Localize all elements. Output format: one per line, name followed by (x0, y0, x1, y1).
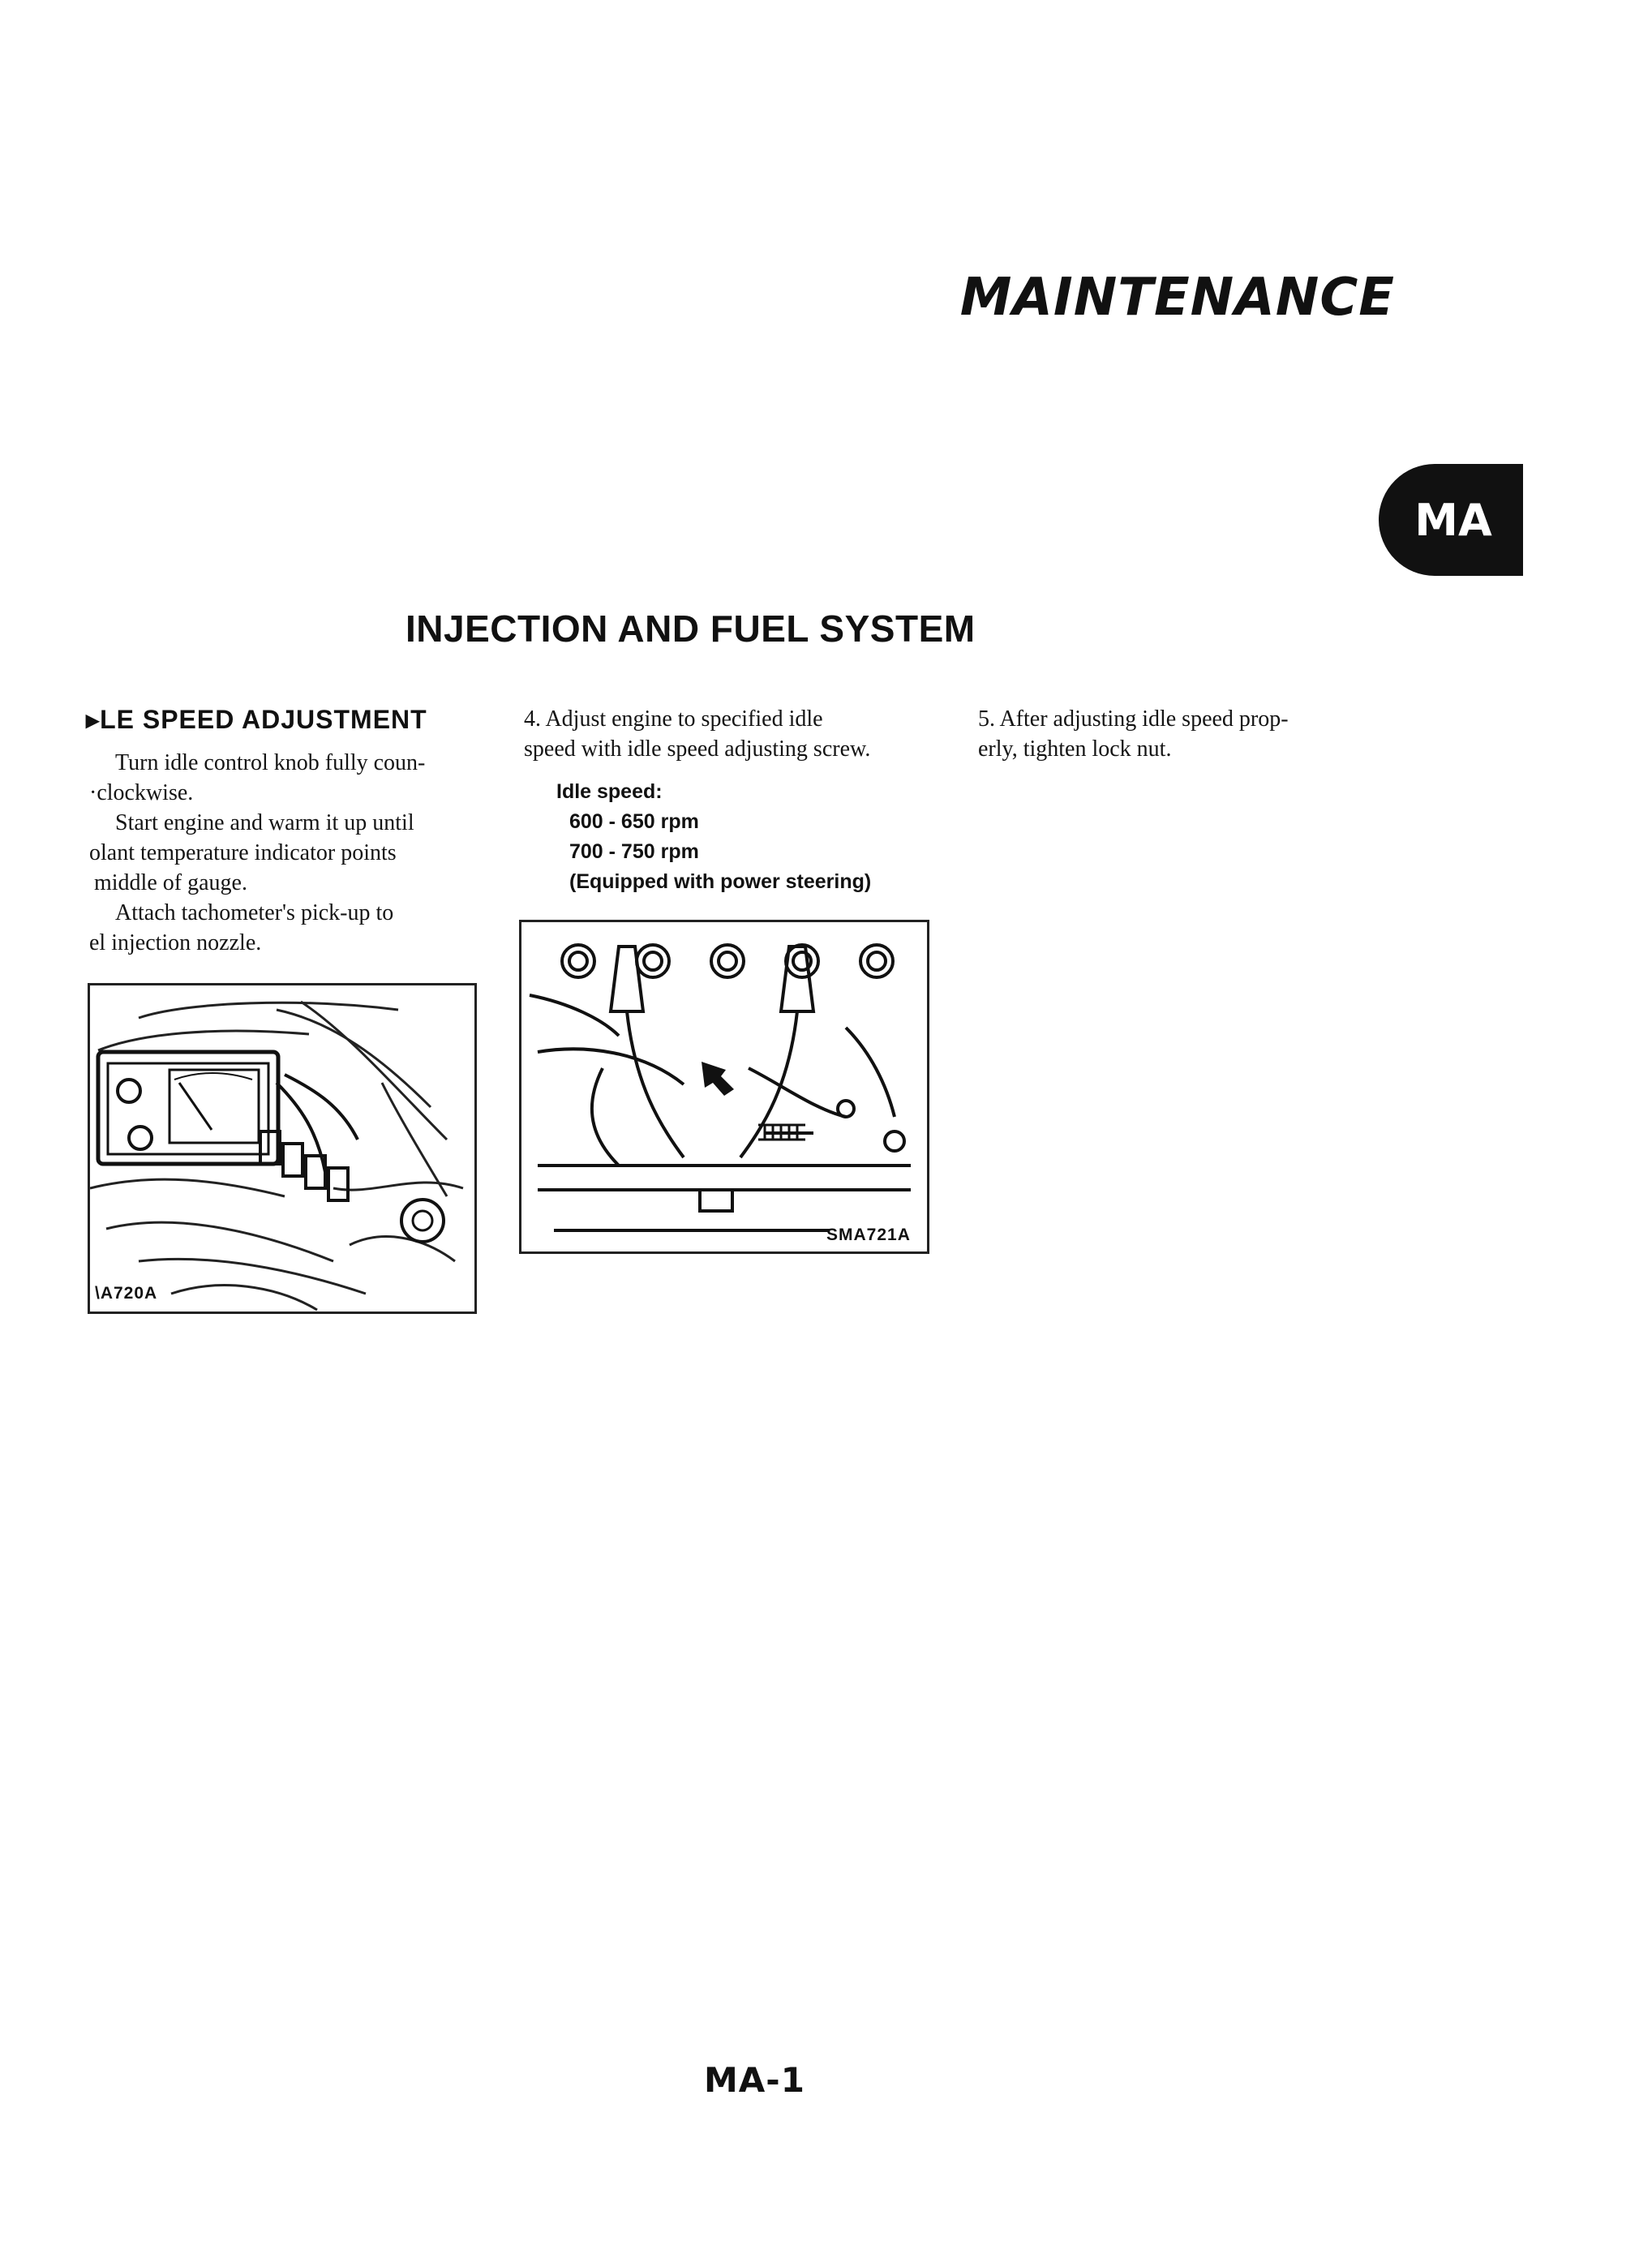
column1-line: middle of gauge. (94, 870, 247, 895)
figure-code: \A720A (95, 1284, 158, 1303)
column1-line: Turn idle control knob fully coun- (115, 750, 426, 775)
column1-line: Start engine and warm it up until (115, 810, 414, 835)
idle-screw-illustration (521, 922, 927, 1251)
idle-screw-figure (519, 920, 929, 1254)
spec-value: (Equipped with power steering) (569, 870, 872, 893)
chapter-title: MAINTENANCE (959, 268, 1395, 328)
column2-line: speed with idle speed adjusting screw. (524, 736, 871, 762)
column1-line: olant temperature indicator points (89, 840, 397, 865)
spec-value: 600 - 650 rpm (569, 810, 699, 833)
column3-line: erly, tighten lock nut. (978, 736, 1172, 762)
figure-code: SMA721A (826, 1226, 911, 1244)
column3-line: 5. After adjusting idle speed prop- (978, 706, 1289, 732)
spec-label: Idle speed: (556, 780, 663, 803)
tachometer-figure (88, 983, 477, 1314)
spec-value: 700 - 750 rpm (569, 840, 699, 863)
column1-line: ·clockwise. (89, 780, 194, 805)
column1-line: el injection nozzle. (89, 930, 262, 955)
column1-line: Attach tachometer's pick-up to (115, 900, 394, 925)
column1-heading: ▸LE SPEED ADJUSTMENT (86, 705, 427, 734)
page-number: MA-1 (704, 2060, 805, 2100)
section-title: INJECTION AND FUEL SYSTEM (405, 607, 976, 650)
section-tab (1379, 464, 1523, 576)
tachometer-illustration (90, 985, 474, 1312)
section-tab-label: MA (1414, 494, 1492, 546)
column2-line: 4. Adjust engine to specified idle (524, 706, 823, 732)
